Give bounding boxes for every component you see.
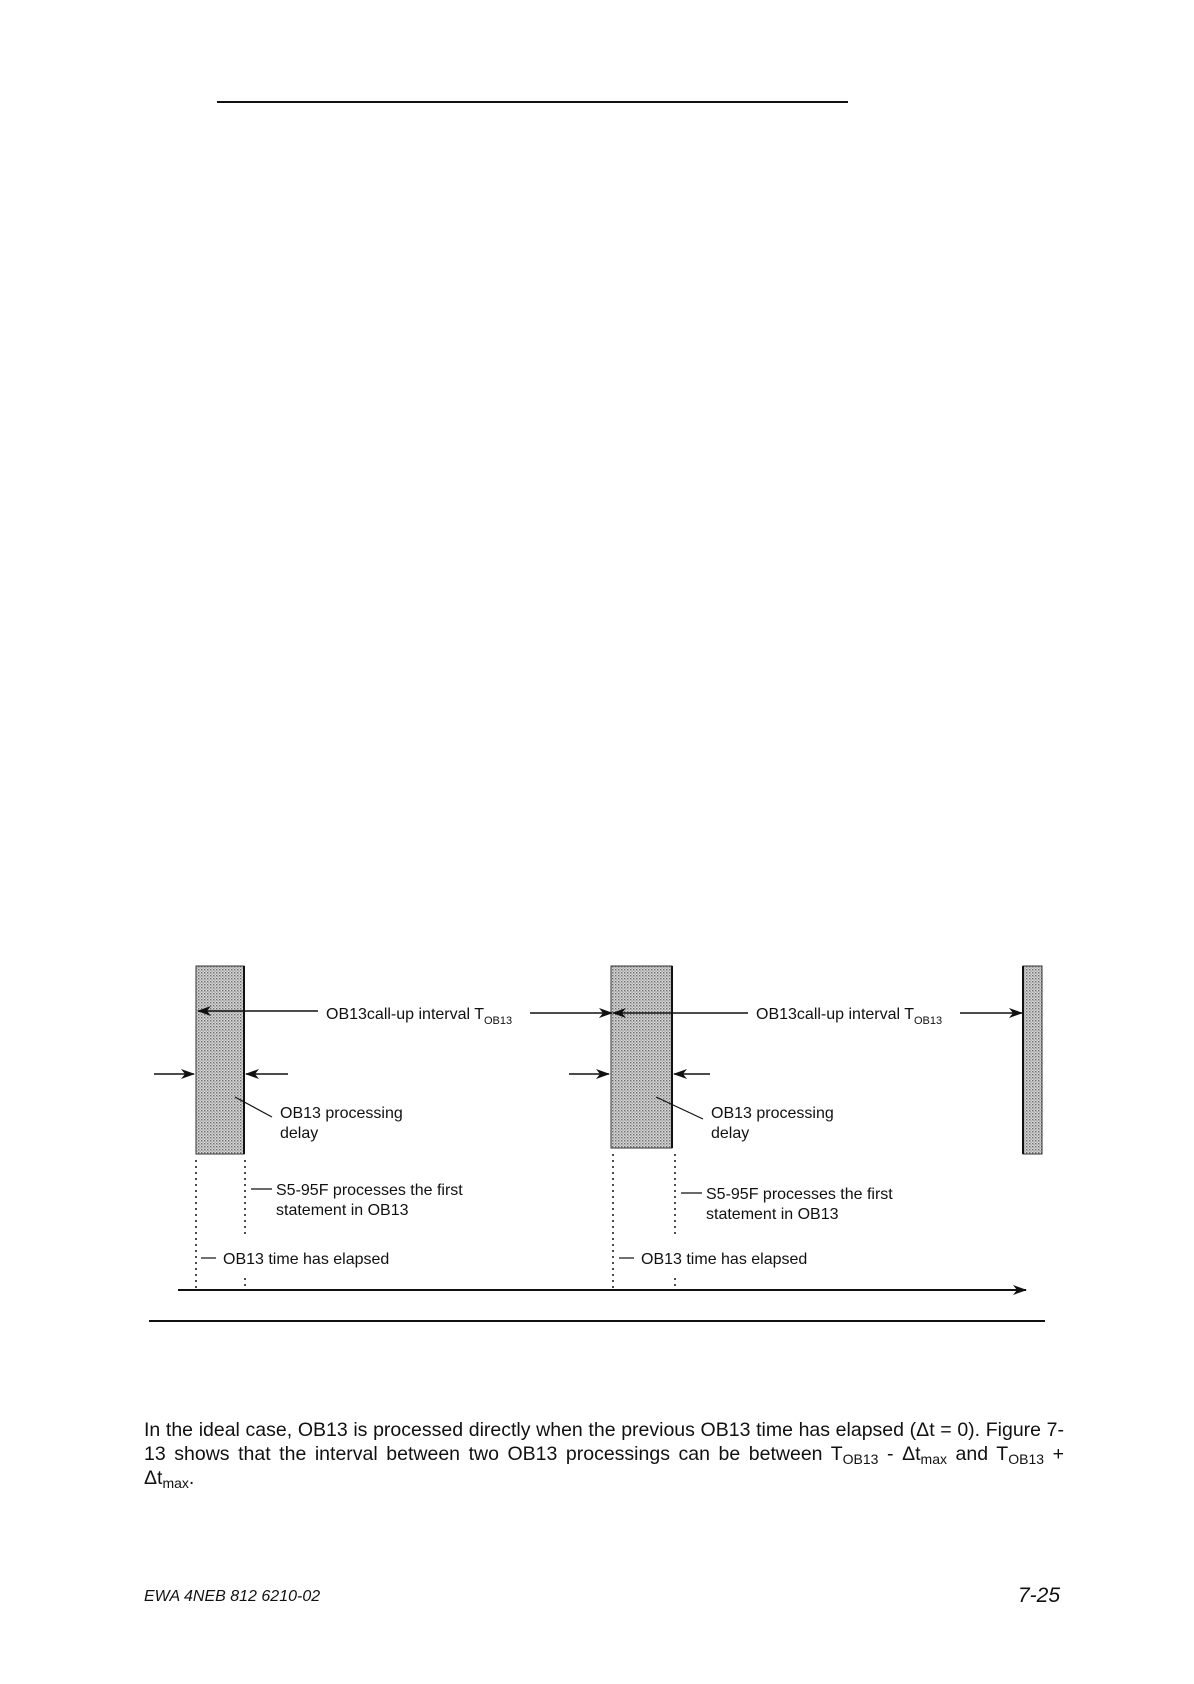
page-number: 7-25 — [1017, 1584, 1060, 1607]
processing-delay-label-2: OB13 processing delay — [711, 1105, 834, 1142]
dotted-time-markers — [196, 1154, 675, 1290]
explanation-paragraph: In the ideal case, OB13 is processed directly when the previous OB13 time has elapsed (Δt = 0). Figure 7-13 shows that the interval between two OB13 processings can be between $T_{OB13} - \Delta t_{max}$ and $T_{OB13} + \Delta t_{max}$. — [144, 1418, 1065, 1491]
call-up-interval-label-1: OB13call-up interval $T_{OB13}$ — [326, 1006, 513, 1027]
time-elapsed-label-2: OB13 time has elapsed — [641, 1251, 808, 1268]
processing-block-3 — [1023, 966, 1042, 1154]
processing-block-1 — [196, 966, 244, 1154]
processing-delay-label-1: OB13 processing delay — [280, 1105, 403, 1142]
first-statement-label-1: S5-95F processes the first statement in OB13 — [276, 1182, 463, 1219]
first-statement-label-2: S5-95F processes the first statement in OB13 — [706, 1186, 893, 1223]
call-up-interval-label-2: OB13call-up interval $T_{OB13}$ — [756, 1006, 943, 1027]
document-id: EWA 4NEB 812 6210-02 — [144, 1588, 321, 1605]
processing-block-2 — [611, 966, 672, 1148]
figure-bottom-rule — [149, 1320, 1045, 1322]
time-elapsed-label-1: OB13 time has elapsed — [223, 1251, 390, 1268]
